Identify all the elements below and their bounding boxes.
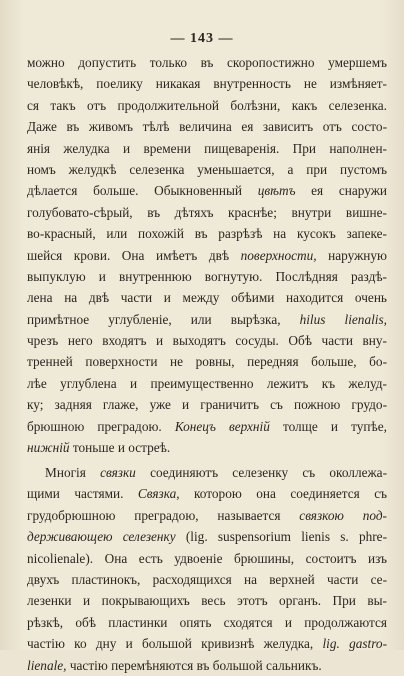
text-line — [27, 180, 387, 201]
text-run: во-красный, или похожій въ разрѣзѣ на кусокъ запеке- — [27, 226, 387, 242]
text-line — [27, 116, 387, 137]
text-line — [27, 394, 387, 415]
text-run: примѣтное углубленіе, или вырѣзка, — [27, 311, 300, 327]
text-line — [27, 330, 387, 351]
italic-term: связки — [100, 465, 136, 480]
text-run: лѣе углублена и преимущественно лежитъ къ желуд- — [27, 375, 387, 391]
italic-term: цвѣтъ — [257, 183, 296, 199]
text-line — [27, 416, 387, 437]
italic-term: Связка, — [137, 486, 180, 502]
text-run: тоньше и остреѣ. — [69, 440, 171, 456]
text-line — [27, 483, 387, 504]
text-run: Многія — [45, 465, 101, 480]
text-line — [27, 351, 387, 372]
text-run: шейся крови. Она имѣетъ двѣ — [27, 247, 241, 263]
text-line — [27, 95, 387, 116]
paragraph-1 — [27, 52, 387, 458]
italic-term: lienale, — [27, 657, 67, 673]
text-line — [27, 437, 387, 458]
text-run: Даже въ живомъ тѣлѣ величина ея зависитъ отъ состо- — [27, 119, 387, 135]
paragraph-2 — [27, 462, 387, 676]
italic-term: Конецъ верхній — [174, 418, 270, 434]
text-run: брюшною преградою. — [27, 418, 175, 434]
text-run: человѣкѣ, поелику никакая внутренность не измѣняет- — [27, 76, 387, 92]
text-line — [27, 633, 387, 654]
text-run: толще и тупѣе, — [269, 418, 387, 434]
text-run: рѣзкѣ, обѣ пластинки опять сходятся и продолжаются — [27, 614, 387, 630]
text-run: частію ко дну и большой кривизнѣ желудка, — [27, 636, 323, 652]
text-run: грудобрюшною преградою, называется — [27, 507, 300, 523]
text-run: номъ желудкѣ селезенка уменьшается, а при пустомъ — [27, 161, 387, 177]
text-line — [27, 245, 387, 266]
text-line — [27, 52, 387, 73]
text-run: ея снаружи — [295, 183, 387, 199]
text-line — [27, 612, 387, 633]
italic-term: держивающею селезенку — [27, 529, 176, 545]
text-line — [27, 73, 387, 94]
text-run: выпуклую и внутреннюю вогнутую. Послѣдняя раздѣ- — [27, 268, 387, 284]
text-line — [27, 138, 387, 159]
text-line — [27, 309, 387, 330]
text-run: nicolienale). Она есть удвоеніе брюшины, состоитъ изъ — [27, 550, 387, 566]
text-line — [27, 548, 387, 569]
italic-term: нижній — [27, 440, 70, 456]
text-line — [27, 373, 387, 394]
text-run: тренней поверхности не ровны, передняя больше, бо- — [27, 354, 387, 370]
text-line — [27, 569, 387, 590]
text-line — [27, 202, 387, 223]
text-line — [27, 223, 387, 244]
text-run: двухъ пластинокъ, расходящихся на верхней части се- — [27, 571, 387, 587]
text-run: голубовато-сѣрый, въ дѣтяхъ краснѣе; внутри вишне- — [27, 204, 387, 220]
text-line — [27, 526, 387, 547]
text-line — [27, 590, 387, 611]
text-run: щими частями. — [27, 486, 138, 502]
text-run: дѣлается больше. Обыкновенный — [27, 183, 258, 199]
text-run: частію перемѣняются въ большой сальникъ. — [66, 657, 322, 673]
text-line — [27, 159, 387, 180]
page-number: — 143 — — [170, 31, 234, 46]
text-run: соединяютъ селезенку съ околлежа- — [135, 465, 387, 480]
text-line — [27, 287, 387, 308]
text-run: лезенки и покрывающихъ весь этотъ органъ. При вы- — [27, 593, 387, 609]
text-run: наружную — [316, 247, 387, 263]
text-line — [27, 655, 387, 676]
text-run: которою она соединяется съ — [179, 486, 387, 502]
italic-term: поверхности, — [240, 247, 317, 263]
text-line — [27, 266, 387, 287]
text-run: чрезъ него входятъ и выходятъ сосуды. Обѣ части вну- — [27, 333, 387, 349]
text-run: янія желудка и времени пищеваренія. При наполнен- — [27, 140, 387, 156]
text-line — [27, 462, 387, 483]
text-line — [27, 505, 387, 526]
italic-term: lig. gastro- — [322, 636, 387, 652]
text-run: ку; задняя глаже, уже и граничитъ съ пожною грудо- — [27, 397, 387, 413]
text-run: (lig. suspensorium lienis s. phre- — [175, 529, 387, 545]
text-run: лена на двѣ части и между обѣими находится очень — [27, 290, 387, 306]
text-run: ся такъ отъ продолжительной болѣзни, какъ селезенка. — [27, 97, 387, 113]
text-run: можно допустить только въ скоропостижно умершемъ — [27, 55, 387, 70]
italic-term: hilus lienalis, — [299, 311, 387, 327]
italic-term: связкою под- — [299, 507, 387, 523]
